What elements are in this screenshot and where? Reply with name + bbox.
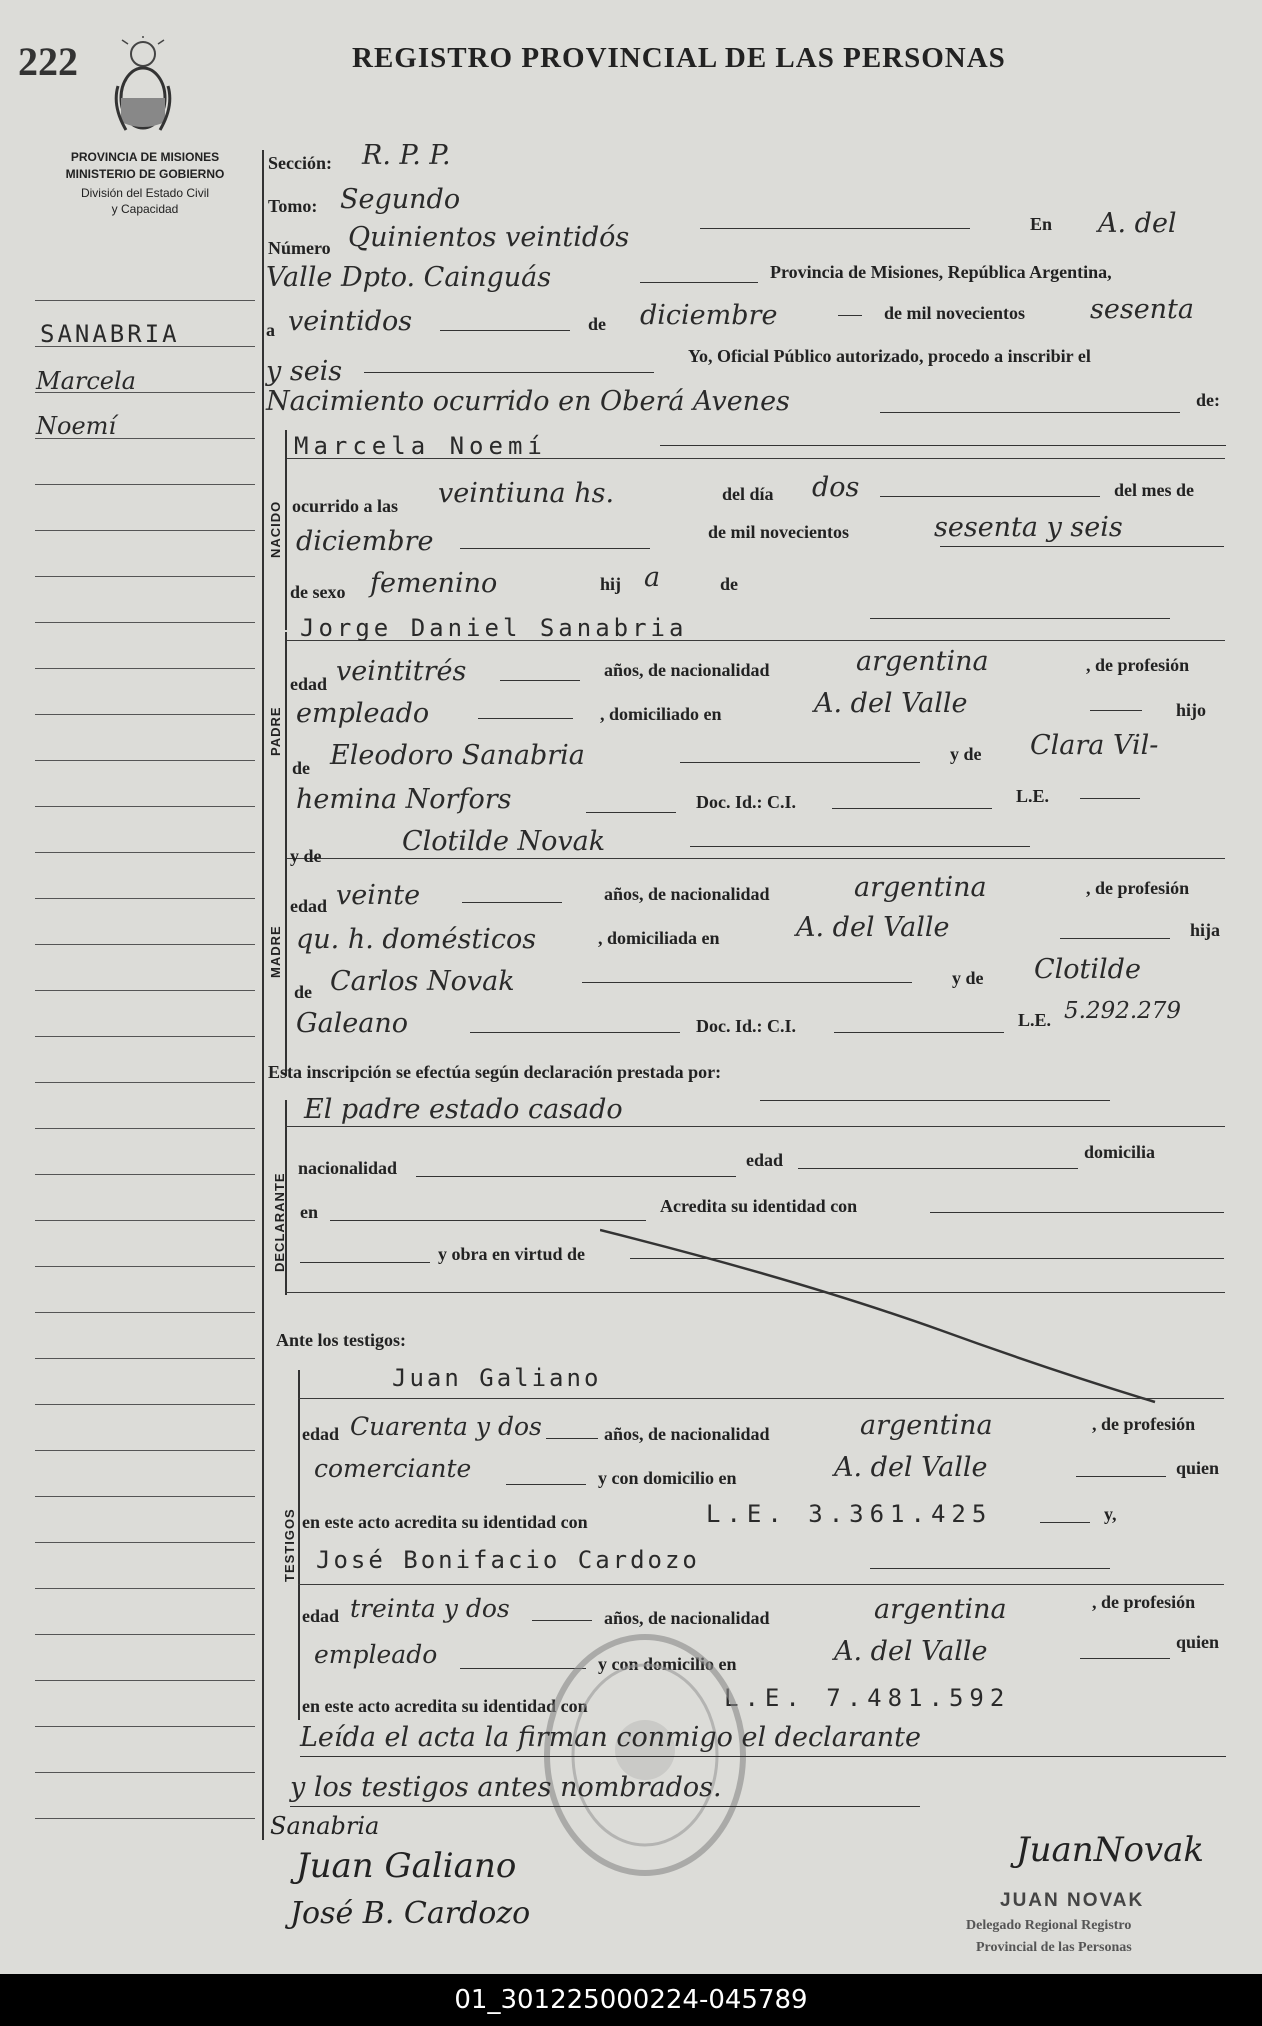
testigo1-edad: Cuarenta y dos bbox=[350, 1412, 542, 1441]
authority-line: y Capacidad bbox=[111, 202, 179, 216]
testigo2-nac: argentina bbox=[874, 1594, 1007, 1625]
testigo1-nac: argentina bbox=[860, 1410, 993, 1441]
padre-section-label: PADRE bbox=[268, 706, 283, 756]
padre-nac: argentina bbox=[856, 646, 989, 677]
tomo-label: Tomo: bbox=[268, 196, 318, 216]
testigo1-acredita-label: en este acto acredita su identidad con bbox=[302, 1512, 588, 1532]
testigo2-edad-label: edad bbox=[302, 1606, 340, 1626]
margin-rule-line bbox=[35, 1818, 255, 1819]
margin-note-name1: Marcela bbox=[36, 367, 136, 395]
margin-rule-line bbox=[35, 484, 255, 485]
testigo1-dom: A. del Valle bbox=[834, 1452, 988, 1483]
hij-de-label: de bbox=[720, 574, 738, 594]
official-name: JUAN NOVAK bbox=[1000, 1890, 1145, 1911]
margin-rule-line bbox=[35, 806, 255, 807]
madre-nac: argentina bbox=[854, 872, 987, 903]
testigo1-doc: L.E. 3.361.425 bbox=[706, 1500, 993, 1528]
acto-de-label: de: bbox=[1196, 390, 1220, 410]
coat-of-arms-emblem bbox=[108, 36, 178, 140]
authority-line: MINISTERIO DE GOBIERNO bbox=[65, 167, 225, 181]
madre-nombre: Clotilde Novak bbox=[402, 826, 606, 857]
oficial-statement: Yo, Oficial Público autorizado, procedo a inscribir el bbox=[688, 346, 1091, 366]
margin-rule-line bbox=[35, 1680, 255, 1681]
testigo1-y-label: y, bbox=[1104, 1504, 1117, 1524]
declarante-nac-label: nacionalidad bbox=[298, 1158, 398, 1178]
padre-doc-label: Doc. Id.: C.I. bbox=[696, 792, 797, 812]
padre-prof-label: , de profesión bbox=[1086, 655, 1190, 675]
margin-rule-line bbox=[35, 1542, 255, 1543]
signature-testigo2: José B. Cardozo bbox=[290, 1896, 531, 1931]
madre-hija-label: hija bbox=[1190, 920, 1221, 940]
madre-dom: A. del Valle bbox=[796, 912, 950, 943]
fecha-mil-label: de mil novecientos bbox=[884, 303, 1025, 323]
seccion-label: Sección: bbox=[268, 153, 332, 173]
fecha-dia-value: veintidos bbox=[288, 306, 413, 337]
main-vertical-rule bbox=[262, 150, 264, 1840]
testigo1-prof-label: , de profesión bbox=[1092, 1414, 1196, 1434]
madre-le-label: L.E. bbox=[1018, 1010, 1052, 1030]
del-mes-label: del mes de bbox=[1114, 480, 1194, 500]
margin-rule-line bbox=[35, 1588, 255, 1589]
signature-declarante: Sanabria bbox=[270, 1812, 380, 1840]
padre-edad-label: edad bbox=[290, 674, 328, 694]
madre-section-label: MADRE bbox=[268, 925, 283, 978]
margin-note-name2: Noemí bbox=[36, 412, 117, 440]
margin-rule-line bbox=[35, 852, 255, 853]
folio-number: 222 bbox=[18, 39, 78, 84]
lugar-value: Valle Dpto. Cainguás bbox=[266, 262, 552, 293]
margin-rule-line bbox=[35, 576, 255, 577]
margin-rule-line bbox=[35, 300, 255, 301]
seccion-value: R. P. P. bbox=[362, 140, 451, 171]
madre-le-value: 5.292.279 bbox=[1064, 998, 1182, 1024]
margin-rule-line bbox=[35, 1358, 255, 1359]
official-title-line1: Delegado Regional Registro bbox=[966, 1918, 1132, 1933]
declarante-acredita-label: Acredita su identidad con bbox=[660, 1196, 858, 1216]
padre-madre: Clara Vil- bbox=[1030, 730, 1159, 761]
margin-rule-line bbox=[35, 1496, 255, 1497]
del-dia-label: del día bbox=[722, 484, 774, 504]
testigo1-quien-label: quien bbox=[1176, 1458, 1220, 1478]
padre-yde-label: y de bbox=[950, 744, 982, 764]
closing-line1: Leída el acta la firman conmigo el declarante bbox=[300, 1722, 922, 1753]
tomo-value: Segundo bbox=[340, 184, 461, 215]
signature-official: JuanNovak bbox=[1016, 1830, 1204, 1870]
testigo2-nac-label: años, de nacionalidad bbox=[604, 1608, 770, 1628]
signature-testigo1: Juan Galiano bbox=[296, 1846, 517, 1886]
madre-doc-label: Doc. Id.: C.I. bbox=[696, 1016, 797, 1036]
margin-rule-line bbox=[35, 1036, 255, 1037]
margin-rule-line bbox=[35, 1128, 255, 1129]
testigo2-quien-label: quien bbox=[1176, 1632, 1220, 1652]
testigo1-edad-label: edad bbox=[302, 1424, 340, 1444]
ocurrido-hora: veintiuna hs. bbox=[438, 478, 615, 509]
declarante-en-label: en bbox=[300, 1202, 318, 1222]
strike-through-line bbox=[600, 1220, 1160, 1410]
testigos-section-label: TESTIGOS bbox=[282, 1508, 297, 1582]
declarante-dom-label: domicilia bbox=[1084, 1142, 1155, 1162]
margin-rule-line bbox=[35, 1772, 255, 1773]
padre-padre: Eleodoro Sanabria bbox=[330, 740, 585, 771]
margin-rule-line bbox=[35, 668, 255, 669]
authority-block bbox=[40, 150, 250, 216]
fecha-a-label: a bbox=[266, 320, 275, 340]
padre-nombre: Jorge Daniel Sanabria bbox=[300, 614, 688, 642]
official-seal-stamp bbox=[540, 1630, 750, 1880]
testigo1-prof: comerciante bbox=[314, 1454, 472, 1483]
madre-madre: Clotilde bbox=[1034, 954, 1141, 985]
padre-de-label: de bbox=[292, 758, 310, 778]
testigo2-nombre: José Bonifacio Cardozo bbox=[316, 1546, 700, 1574]
nacido-dia: dos bbox=[812, 472, 860, 503]
padre-prof: empleado bbox=[296, 698, 430, 729]
provincia-label: Provincia de Misiones, República Argentina, bbox=[770, 262, 1112, 282]
testigo1-dom-label: y con domicilio en bbox=[598, 1468, 737, 1488]
padre-nac-label: años, de nacionalidad bbox=[604, 660, 770, 680]
madre-yde2-label: y de bbox=[952, 968, 984, 988]
testigo2-dom: A. del Valle bbox=[834, 1636, 988, 1667]
margin-rule-line bbox=[35, 1450, 255, 1451]
margin-rule-line bbox=[35, 622, 255, 623]
margin-rule-line bbox=[35, 944, 255, 945]
margin-rule-line bbox=[35, 1634, 255, 1635]
margin-rule-line bbox=[35, 1726, 255, 1727]
padre-le-label: L.E. bbox=[1016, 786, 1050, 806]
padre-hijo-label: hijo bbox=[1176, 700, 1207, 720]
ocurrido-label: ocurrido a las bbox=[292, 496, 398, 516]
madre-edad-label: edad bbox=[290, 896, 328, 916]
nacido-mes: diciembre bbox=[296, 526, 434, 557]
hij-value: a bbox=[644, 562, 661, 593]
madre-edad: veinte bbox=[336, 880, 421, 911]
fecha-anio-cont: y seis bbox=[266, 356, 343, 387]
fecha-anio-value: sesenta bbox=[1090, 294, 1195, 325]
en-label: En bbox=[1030, 214, 1053, 234]
testigo2-prof: empleado bbox=[314, 1640, 438, 1669]
madre-de-label: de bbox=[294, 982, 312, 1002]
nacido-mil-label: de mil novecientos bbox=[708, 522, 849, 542]
madre-nac-label: años, de nacionalidad bbox=[604, 884, 770, 904]
nacido-section-label: NACIDO bbox=[268, 500, 283, 558]
margin-note-surname: SANABRIA bbox=[40, 320, 180, 348]
ante-testigos-label: Ante los testigos: bbox=[276, 1330, 406, 1350]
margin-rule-line bbox=[35, 1220, 255, 1221]
padre-madre-cont: hemina Norfors bbox=[296, 784, 512, 815]
nacido-anio: sesenta y seis bbox=[934, 512, 1123, 543]
margin-rule-line bbox=[35, 1266, 255, 1267]
declarante-value: El padre estado casado bbox=[304, 1094, 623, 1125]
hij-label: hij bbox=[600, 574, 622, 594]
madre-yde-label: y de bbox=[290, 846, 322, 866]
madre-madre-cont: Galeano bbox=[296, 1008, 409, 1039]
madre-padre: Carlos Novak bbox=[330, 966, 515, 997]
sexo-value: femenino bbox=[370, 568, 498, 599]
testigo2-dom-label: y con domicilio en bbox=[598, 1654, 737, 1674]
declarante-obra-label: y obra en virtud de bbox=[438, 1244, 586, 1264]
margin-rule-line bbox=[35, 714, 255, 715]
acto-value: Nacimiento ocurrido en Oberá Avenes bbox=[266, 386, 790, 417]
margin-rule-line bbox=[35, 760, 255, 761]
madre-prof: qu. h. domésticos bbox=[296, 924, 537, 955]
margin-rule-line bbox=[35, 530, 255, 531]
testigo1-nac-label: años, de nacionalidad bbox=[604, 1424, 770, 1444]
margin-rule-line bbox=[35, 1312, 255, 1313]
testigo1-nombre: Juan Galiano bbox=[392, 1364, 602, 1392]
testigo2-edad: treinta y dos bbox=[350, 1594, 510, 1623]
fecha-de-label: de bbox=[588, 314, 606, 334]
numero-label: Número bbox=[268, 238, 331, 258]
scan-id-footer: 01_301225000224-045789 bbox=[0, 1974, 1262, 2026]
madre-prof-label: , de profesión bbox=[1086, 878, 1190, 898]
nacido-nombre: Marcela Noemí bbox=[294, 432, 547, 460]
margin-rule-line bbox=[35, 1404, 255, 1405]
padre-dom-label: , domiciliado en bbox=[600, 704, 722, 724]
padre-dom: A. del Valle bbox=[814, 688, 968, 719]
testigo2-acredita-label: en este acto acredita su identidad con bbox=[302, 1696, 588, 1716]
en-value: A. del bbox=[1098, 208, 1177, 239]
authority-line: PROVINCIA DE MISIONES bbox=[70, 150, 220, 164]
declarante-edad-label: edad bbox=[746, 1150, 784, 1170]
official-title-line2: Provincial de las Personas bbox=[976, 1940, 1132, 1955]
madre-dom-label: , domiciliada en bbox=[598, 928, 720, 948]
document-title: REGISTRO PROVINCIAL DE LAS PERSONAS bbox=[352, 42, 1006, 74]
testigo2-prof-label: , de profesión bbox=[1092, 1592, 1196, 1612]
testigo2-doc: L.E. 7.481.592 bbox=[724, 1684, 1011, 1712]
margin-rule-line bbox=[35, 1174, 255, 1175]
margin-rule-line bbox=[35, 1082, 255, 1083]
margin-rule-line bbox=[35, 898, 255, 899]
sexo-label: de sexo bbox=[290, 582, 346, 602]
closing-line2: y los testigos antes nombrados. bbox=[290, 1772, 722, 1803]
padre-edad: veintitrés bbox=[336, 656, 467, 687]
margin-rule-line bbox=[35, 990, 255, 991]
declarante-intro: Esta inscripción se efectúa según declaración prestada por: bbox=[268, 1062, 722, 1082]
fecha-mes-value: diciembre bbox=[640, 300, 778, 331]
numero-value: Quinientos veintidós bbox=[348, 222, 630, 253]
authority-line: División del Estado Civil bbox=[80, 186, 210, 200]
declarante-section-label: DECLARANTE bbox=[272, 1172, 287, 1272]
